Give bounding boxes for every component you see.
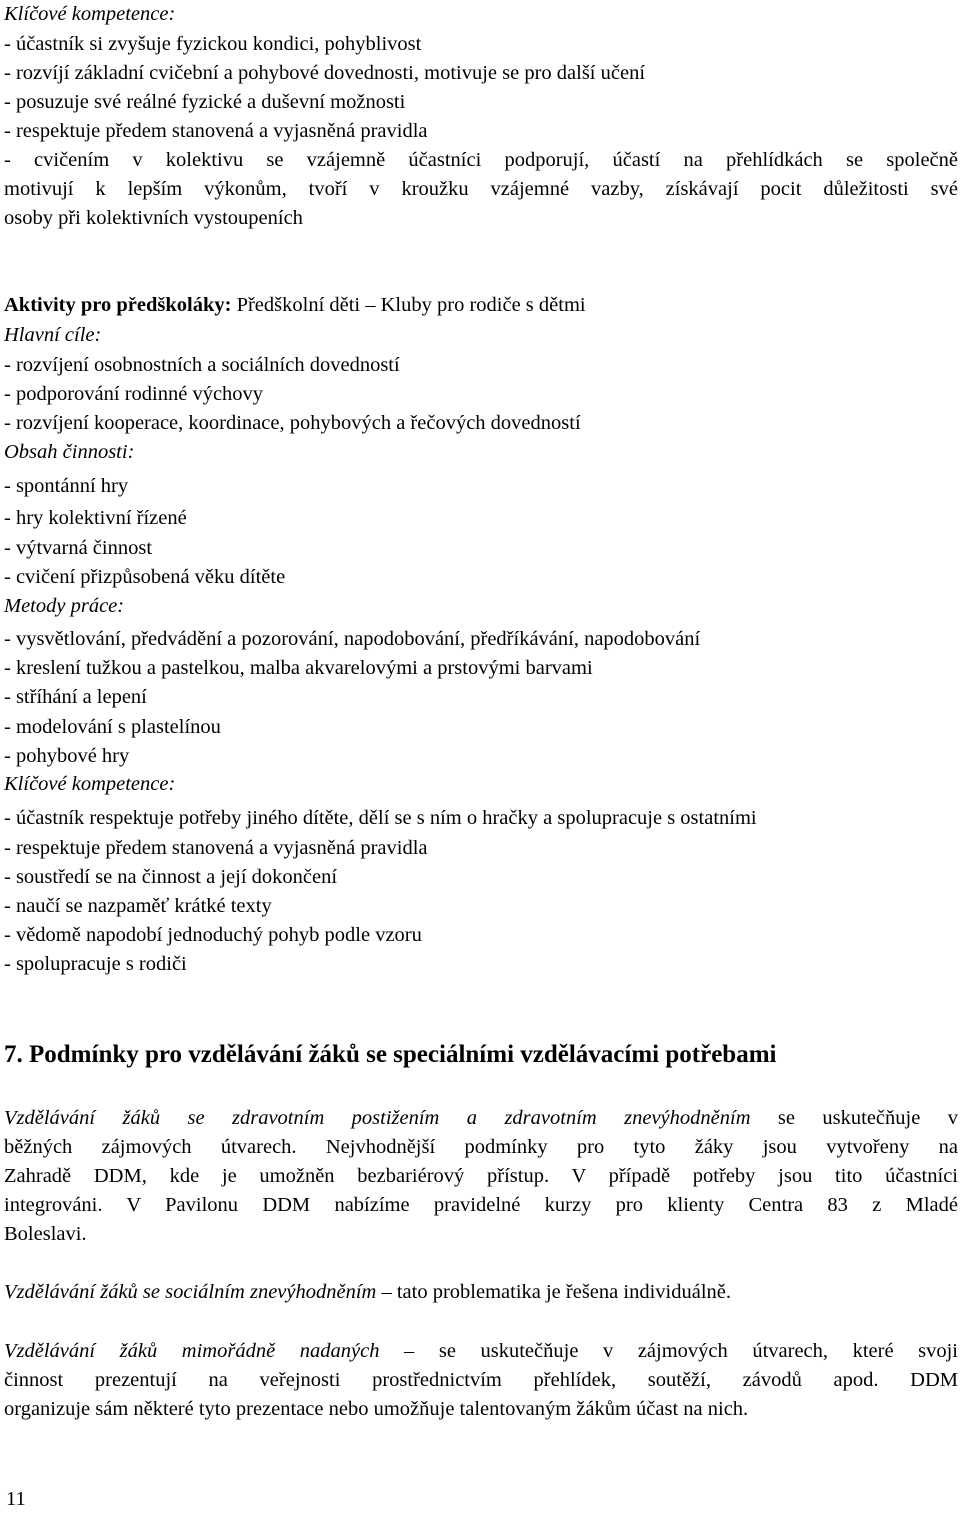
paragraph-line: běžných zájmových útvarech. Nejvhodnější podmínky pro tyto žáky jsou vytvořeny na bbox=[4, 1136, 958, 1158]
paragraph-line: integrováni. V Pavilonu DDM nabízíme pravidelné kurzy pro klienty Centra 83 z Mladé bbox=[4, 1194, 958, 1216]
list-item: - respektuje předem stanovená a vyjasněná pravidla bbox=[4, 120, 428, 142]
paragraph-lead-italic: Vzdělávání žáků mimořádně nadaných bbox=[4, 1340, 380, 1362]
list-item: - respektuje předem stanovená a vyjasněná pravidla bbox=[4, 837, 428, 859]
section-title-bold: Aktivity pro předškoláky: bbox=[4, 294, 232, 316]
section-title bbox=[4, 291, 586, 320]
list-item: - rozvíjení kooperace, koordinace, pohybových a řečových dovedností bbox=[4, 412, 581, 434]
list-item: - posuzuje své reálné fyzické a duševní možnosti bbox=[4, 91, 406, 113]
section-title-rest: Předškolní děti – Kluby pro rodiče s dětmi bbox=[231, 294, 586, 316]
competences-heading: Klíčové kompetence: bbox=[4, 3, 176, 25]
competences-heading: Klíčové kompetence: bbox=[4, 773, 176, 795]
list-item: - stříhání a lepení bbox=[4, 686, 147, 708]
list-item: - kreslení tužkou a pastelkou, malba akvarelovými a prstovými barvami bbox=[4, 657, 593, 679]
content-heading: Obsah činnosti: bbox=[4, 441, 135, 463]
list-item: - pohybové hry bbox=[4, 745, 130, 767]
list-item-continuation: osoby při kolektivních vystoupeních bbox=[4, 207, 303, 229]
paragraph-lead-italic: Vzdělávání žáků se zdravotním postižením a zdravotním znevýhodněním bbox=[4, 1107, 751, 1129]
paragraph-text: – se uskutečňuje v zájmových útvarech, které svoji bbox=[379, 1340, 958, 1362]
methods-heading: Metody práce: bbox=[4, 595, 125, 617]
paragraph-line: organizuje sám některé tyto prezentace nebo umožňuje talentovaným žákům účast na nich. bbox=[4, 1398, 749, 1420]
paragraph-lead-italic: Vzdělávání žáků se sociálním znevýhodněním bbox=[4, 1281, 377, 1303]
paragraph-line bbox=[4, 1278, 731, 1307]
paragraph-line: Zahradě DDM, kde je umožněn bezbariérový přístup. V případě potřeby jsou tito účastníci bbox=[4, 1165, 958, 1187]
list-item: - vědomě napodobí jednoduchý pohyb podle vzoru bbox=[4, 924, 422, 946]
paragraph-line: činnost prezentují na veřejnosti prostřednictvím přehlídek, soutěží, závodů apod. DDM bbox=[4, 1369, 958, 1391]
paragraph-text: – tato problematika je řešena individuálně. bbox=[376, 1281, 731, 1303]
list-item: - rozvíjí základní cvičební a pohybové dovednosti, motivuje se pro další učení bbox=[4, 62, 646, 84]
list-item: - soustředí se na činnost a její dokončení bbox=[4, 866, 338, 888]
list-item: - rozvíjení osobnostních a sociálních dovedností bbox=[4, 354, 400, 376]
list-item: - cvičení přizpůsobená věku dítěte bbox=[4, 566, 286, 588]
list-item: - hry kolektivní řízené bbox=[4, 507, 187, 529]
list-item: - účastník si zvyšuje fyzickou kondici, pohyblivost bbox=[4, 33, 422, 55]
list-item: - podporování rodinné výchovy bbox=[4, 383, 264, 405]
chapter-heading: 7. Podmínky pro vzdělávání žáků se speciálními vzdělávacími potřebami bbox=[4, 1041, 777, 1068]
paragraph-text: se uskutečňuje v bbox=[750, 1107, 958, 1129]
list-item: - vysvětlování, předvádění a pozorování, napodobování, předříkávání, napodobování bbox=[4, 628, 701, 650]
list-item: - spolupracuje s rodiči bbox=[4, 953, 187, 975]
paragraph-line bbox=[4, 1337, 958, 1366]
list-item: - naučí se nazpaměť krátké texty bbox=[4, 895, 272, 917]
goals-heading: Hlavní cíle: bbox=[4, 324, 102, 346]
paragraph-line: Boleslavi. bbox=[4, 1223, 87, 1245]
list-item: - cvičením v kolektivu se vzájemně účastníci podporují, účastí na přehlídkách se společně bbox=[4, 149, 958, 171]
list-item: - modelování s plastelínou bbox=[4, 716, 221, 738]
paragraph-line bbox=[4, 1104, 958, 1133]
list-item: - účastník respektuje potřeby jiného dítěte, dělí se s ním o hračky a spolupracuje s ostatními bbox=[4, 807, 757, 829]
list-item: - spontánní hry bbox=[4, 475, 129, 497]
page-number: 11 bbox=[6, 1488, 26, 1510]
list-item: - výtvarná činnost bbox=[4, 537, 153, 559]
list-item-continuation: motivují k lepším výkonům, tvoří v kroužku vzájemné vazby, získávají pocit důležitosti své bbox=[4, 178, 958, 200]
